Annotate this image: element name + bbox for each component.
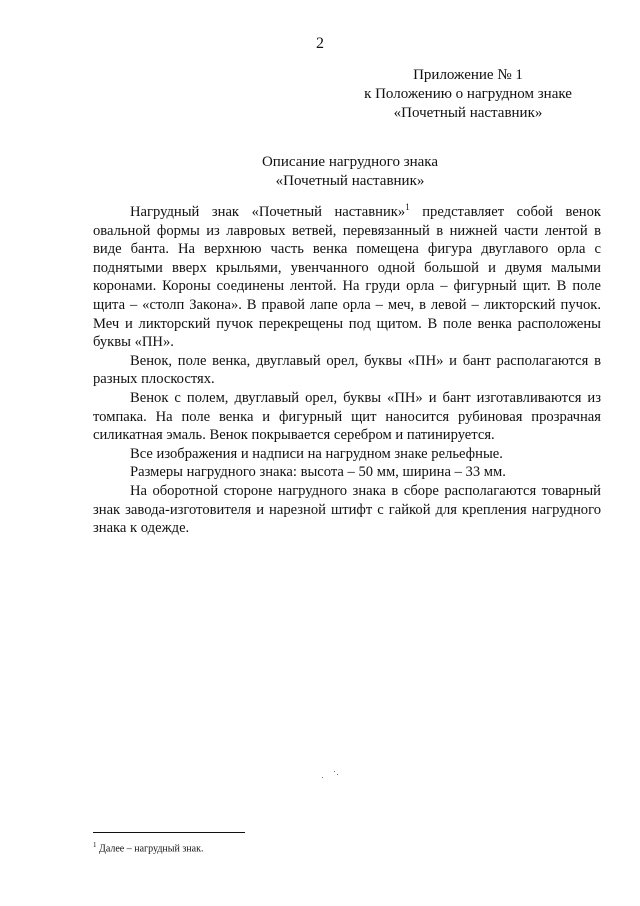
paragraph-6: На оборотной стороне нагрудного знака в сборе располагаются товарный знак завода-изготовителя и нарезной штифт с гайкой для крепления нагрудного знака к одежде. [93,482,601,537]
paragraph-1 [93,203,601,352]
document-title [150,153,550,191]
document-title-line1: Описание нагрудного знака [261,154,439,170]
footnote [93,841,203,854]
footnote-text: Далее – нагрудный знак. [96,843,204,855]
footnote-divider [93,832,245,833]
appendix-header [338,66,598,123]
document-title-line2: «Почетный наставник» [275,173,425,189]
paragraph-5: Размеры нагрудного знака: высота – 50 мм, ширина – 33 мм. [130,464,506,481]
paragraph-4: Все изображения и надписи на нагрудном знаке рельефные. [130,445,503,462]
paragraph-1-rest: представляет собой венок овальной формы из лавровых ветвей, перевязанный в нижней части лентой в виде банта. На верхнюю часть венка помещена фигура двуглавого орла с поднятыми вверх крыльями, увенчанного одной большой и двумя малыми коронами. Короны соединены лентой. На груди орла – фигурный щит. В поле щита – «столп Закона». В правой лапе орла – меч, в левой – ликторский пучок. Меч и ликторский пучок перекрещены под щитом. В поле венка расположены буквы «ПН». [93,204,602,351]
footnote-reference: 1 [405,202,410,213]
footnote-mark: 1 [93,841,97,849]
paragraph-3: Венок с полем, двуглавый орел, буквы «ПН» и бант изготавливаются из томпака. На поле венка и фигурный щит наносится рубиновая прозрачная силикатная эмаль. Венок покрывается серебром и патинируется. [93,389,601,444]
appendix-award-name: «Почетный наставник» [393,105,543,121]
paragraph-1-start: Нагрудный знак «Почетный наставник» [130,204,406,220]
scan-specks [322,771,342,779]
appendix-number: Приложение № 1 [413,67,523,83]
page-number: 2 [316,35,324,52]
paragraph-2: Венок, поле венка, двуглавый орел, буквы «ПН» и бант располагаются в разных плоскостях. [93,352,601,388]
document-body [93,203,601,538]
appendix-reference: к Положению о нагрудном знаке [364,86,572,102]
